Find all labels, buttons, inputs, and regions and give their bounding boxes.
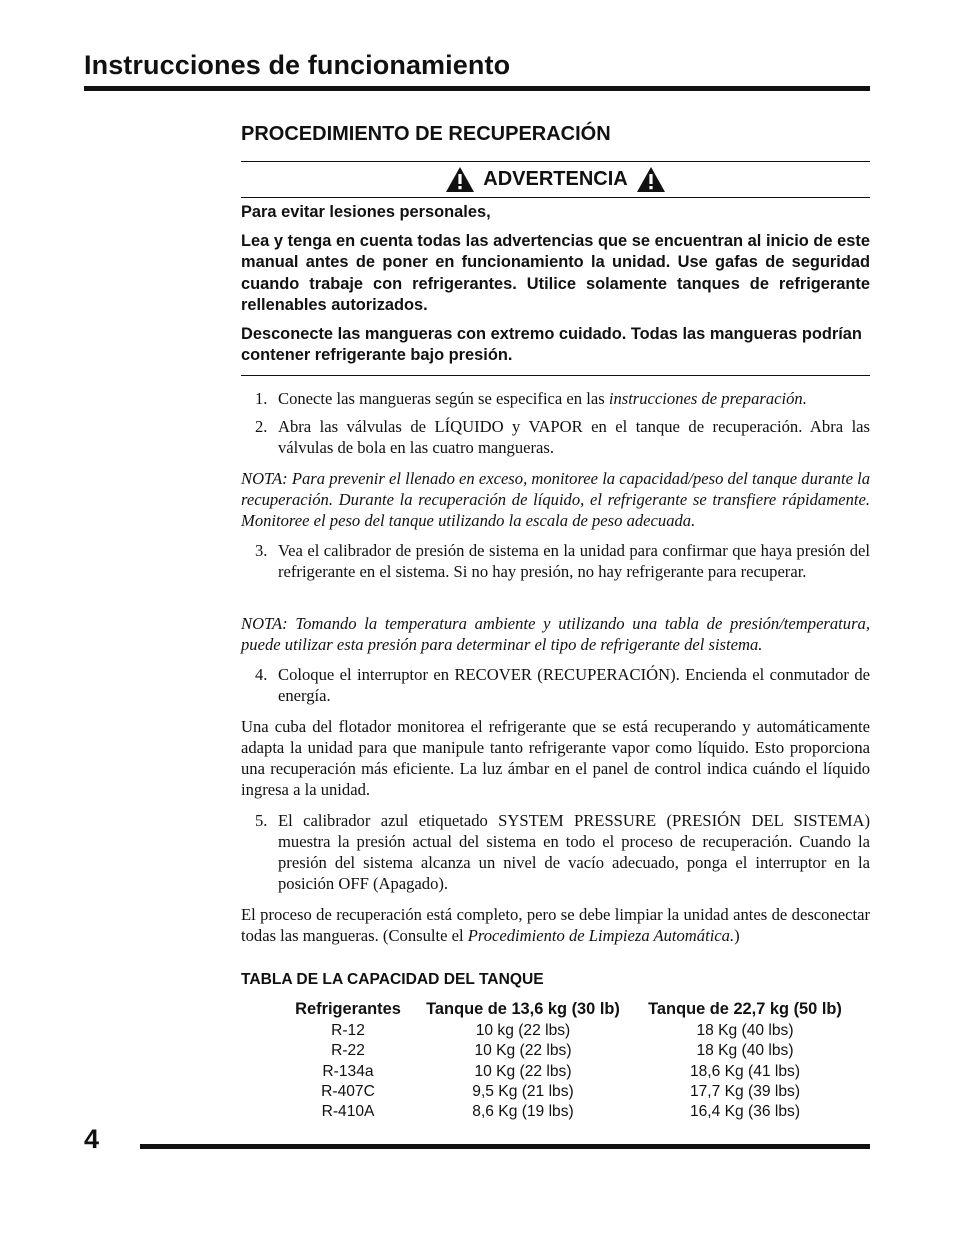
table-cell: 16,4 Kg (36 lbs) xyxy=(689,1103,801,1121)
warning-end-rule xyxy=(241,375,870,376)
warning-triangle-icon xyxy=(445,166,475,193)
step-number: 1. xyxy=(255,389,268,408)
footer-rule xyxy=(140,1144,870,1149)
note-1: NOTA: Para prevenir el llenado en exceso, monitoree la capacidad/peso del tanque durante la recuperación. Durante la recuperación de líquido, el refrigerante se transfiere rápidamente. Monitoree el peso del tanque utilizando la escala de peso adecuada. xyxy=(241,469,870,530)
table-cell: 8,6 Kg (19 lbs) xyxy=(472,1103,574,1121)
table-title: TABLA DE LA CAPACIDAD DEL TANQUE xyxy=(241,971,544,988)
table-row xyxy=(286,1021,854,1041)
warning-paragraph: Desconecte las mangueras con extremo cuidado. Todas las mangueras podrían contener refrigerante bajo presión. xyxy=(241,325,862,365)
step-text: Abra las válvulas de LÍQUIDO y VAPOR en el tanque de recuperación. Abra las válvulas de bola en las cuatro mangueras. xyxy=(278,417,870,457)
step-reference: instrucciones de preparación. xyxy=(608,389,807,408)
step-5 xyxy=(241,810,870,894)
table-cell: R-134a xyxy=(322,1062,374,1080)
float-paragraph: Una cuba del flotador monitorea el refrigerante que se está recuperando y automáticamente adapta la unidad para que manipule tanto refrigerante vapor como líquido. Esto proporciona una recuperación más eficiente. La luz ámbar en el panel de control indica cuándo el líquido ingresa a la unidad. xyxy=(241,717,870,799)
completion-text-end: ) xyxy=(734,926,740,945)
step-2 xyxy=(241,416,870,458)
table-header-cell: Tanque de 22,7 kg (50 lb) xyxy=(648,1000,842,1018)
section-title: PROCEDIMIENTO DE RECUPERACIÓN xyxy=(241,123,611,145)
table-cell: 10 Kg (22 lbs) xyxy=(474,1042,572,1060)
table-cell: 18,6 Kg (41 lbs) xyxy=(689,1062,801,1080)
step-text: Coloque el interruptor en RECOVER (RECUPERACIÓN). Encienda el conmutador de energía. xyxy=(278,665,870,705)
completion-text: El proceso de recuperación está completo, pero se debe limpiar la unidad antes de desconectar todas las mangueras. (Consulte el xyxy=(241,905,870,945)
table-cell: 17,7 Kg (39 lbs) xyxy=(689,1082,801,1100)
table-cell: R-410A xyxy=(321,1103,375,1121)
step-number: 3. xyxy=(255,541,268,560)
table-cell: 10 Kg (22 lbs) xyxy=(474,1062,572,1080)
step-4 xyxy=(241,664,870,706)
step-text: Vea el calibrador de presión de sistema en la unidad para confirmar que haya presión del refrigerante en el sistema. Si no hay presión, no hay refrigerante para recuperar. xyxy=(278,541,870,581)
step-3 xyxy=(241,540,870,582)
table-cell: R-12 xyxy=(331,1022,365,1039)
warning-text xyxy=(241,202,870,374)
step-number: 2. xyxy=(255,417,268,436)
note-2: NOTA: Tomando la temperatura ambiente y utilizando una tabla de presión/temperatura, puede utilizar esta presión para determinar el tipo de refrigerante del sistema. xyxy=(241,614,870,654)
warning-banner xyxy=(241,161,870,198)
table-cell: 10 kg (22 lbs) xyxy=(475,1022,571,1039)
step-text: Conecte las mangueras según se especifica en las xyxy=(278,389,609,408)
step-1 xyxy=(241,388,870,409)
table-row xyxy=(286,1102,854,1122)
table-cell: 18 Kg (40 lbs) xyxy=(696,1022,794,1039)
warning-paragraph: Lea y tenga en cuenta todas las advertencias que se encuentran al inicio de este manual antes de poner en funcionamiento la unidad. Use gafas de seguridad cuando trabaje con refrigerantes. Utilice solamente tanques de refrigerante rellenables autorizados. xyxy=(241,232,870,314)
step-number: 4. xyxy=(255,665,268,684)
warning-paragraph: Para evitar lesiones personales, xyxy=(241,203,491,221)
table-cell: R-22 xyxy=(331,1042,365,1060)
warning-label: ADVERTENCIA xyxy=(483,168,628,190)
header-rule xyxy=(84,86,870,91)
table-row xyxy=(286,1082,854,1102)
table-header-cell: Refrigerantes xyxy=(295,1000,401,1018)
table-cell: 9,5 Kg (21 lbs) xyxy=(472,1082,574,1100)
completion-paragraph xyxy=(241,904,870,946)
page-number: 4 xyxy=(84,1124,100,1154)
page-header-title: Instrucciones de funcionamiento xyxy=(84,50,511,80)
warning-triangle-icon xyxy=(636,166,666,193)
completion-reference: Procedimiento de Limpieza Automática. xyxy=(467,926,735,945)
table-header-row xyxy=(286,997,854,1021)
table-row xyxy=(286,1062,854,1082)
tank-capacity-table xyxy=(286,997,854,1122)
step-number: 5. xyxy=(255,811,268,830)
step-text: El calibrador azul etiquetado SYSTEM PRESSURE (PRESIÓN DEL SISTEMA) muestra la presión actual del sistema en todo el proceso de recuperación. Cuando la presión del sistema alcanza un nivel de vacío adecuado, ponga el interruptor en la posición OFF (Apagado). xyxy=(278,811,870,893)
table-cell: 18 Kg (40 lbs) xyxy=(696,1042,794,1060)
table-cell: R-407C xyxy=(321,1082,375,1100)
table-header-cell: Tanque de 13,6 kg (30 lb) xyxy=(426,1000,620,1018)
table-row xyxy=(286,1041,854,1061)
